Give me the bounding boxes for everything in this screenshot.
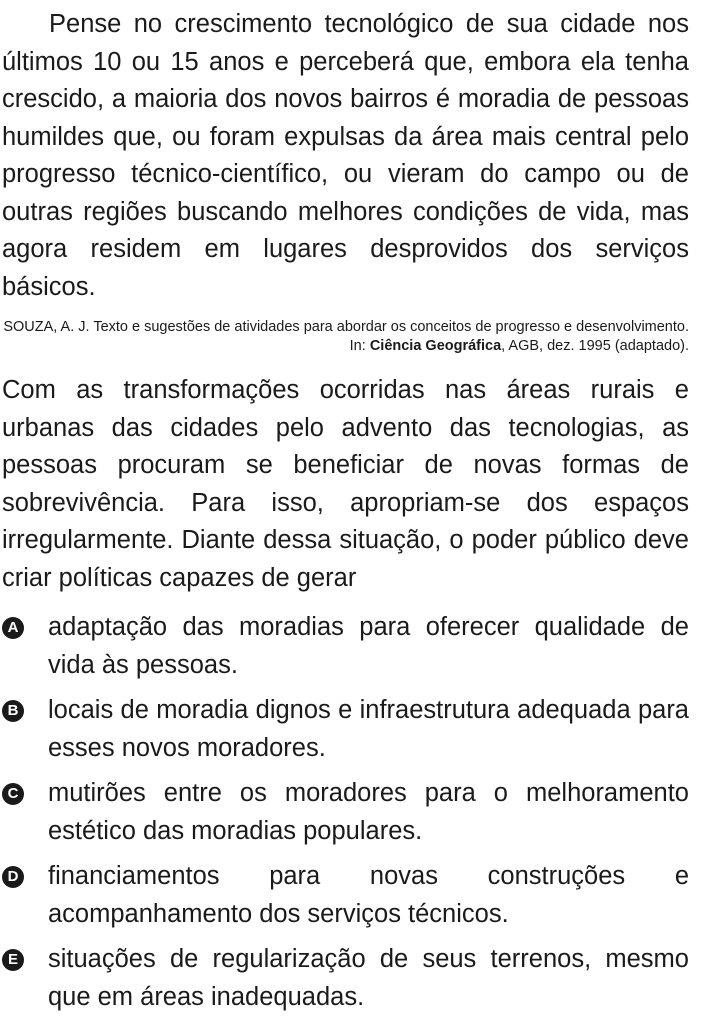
option-c[interactable] [2,775,689,850]
option-b-text: locais de moradia dignos e infraestrutura adequada para esses novos moradores. [48,696,689,762]
citation-text-before: SOUZA, A. J. Texto e sugestões de atividades para abordar os conceitos de progresso e desenvolvimento. In: [3,319,689,354]
option-c-letter-badge: C [2,783,24,805]
answer-options [2,609,689,1016]
option-e[interactable] [2,941,689,1016]
passage-text: Pense no crescimento tecnológico de sua cidade nos últimos 10 ou 15 anos e perceberá que, embora ela tenha crescido, a maioria dos novos bairros é moradia de pessoas humildes que, ou foram expulsas da área mais central pelo progresso técnico-científico, ou vieram do campo ou de outras regiões buscando melhores condições de vida, mas agora residem em lugares desprovidos dos serviços básicos. [2,10,689,301]
option-e-text: situações de regularização de seus terrenos, mesmo que em áreas inadequadas. [48,945,689,1011]
option-e-letter-badge: E [2,949,24,971]
citation-text-after: , AGB, dez. 1995 (adaptado). [501,338,689,354]
option-b-letter-badge: B [2,700,24,722]
citation [2,318,689,356]
question-stem: Com as transformações ocorridas nas áreas rurais e urbanas das cidades pelo advento das tecnologias, as pessoas procuram se beneficiar de novas formas de sobrevivência. Para isso, apropriam-se dos espaços irregularmente. Diante dessa situação, o poder público deve criar políticas capazes de gerar [2,376,689,592]
option-a-letter-badge: A [2,617,24,639]
citation-source-title: Ciência Geográfica [369,338,502,354]
option-d-letter-badge: D [2,866,24,888]
option-a-text: adaptação das moradias para oferecer qualidade de vida às pessoas. [48,613,689,679]
question-page [2,0,689,1024]
option-d[interactable] [2,858,689,933]
option-c-text: mutirões entre os moradores para o melhoramento estético das moradias populares. [48,779,689,845]
option-a[interactable] [2,609,689,684]
option-b[interactable] [2,692,689,767]
option-d-text: financiamentos para novas construções e acompanhamento dos serviços técnicos. [48,862,689,928]
